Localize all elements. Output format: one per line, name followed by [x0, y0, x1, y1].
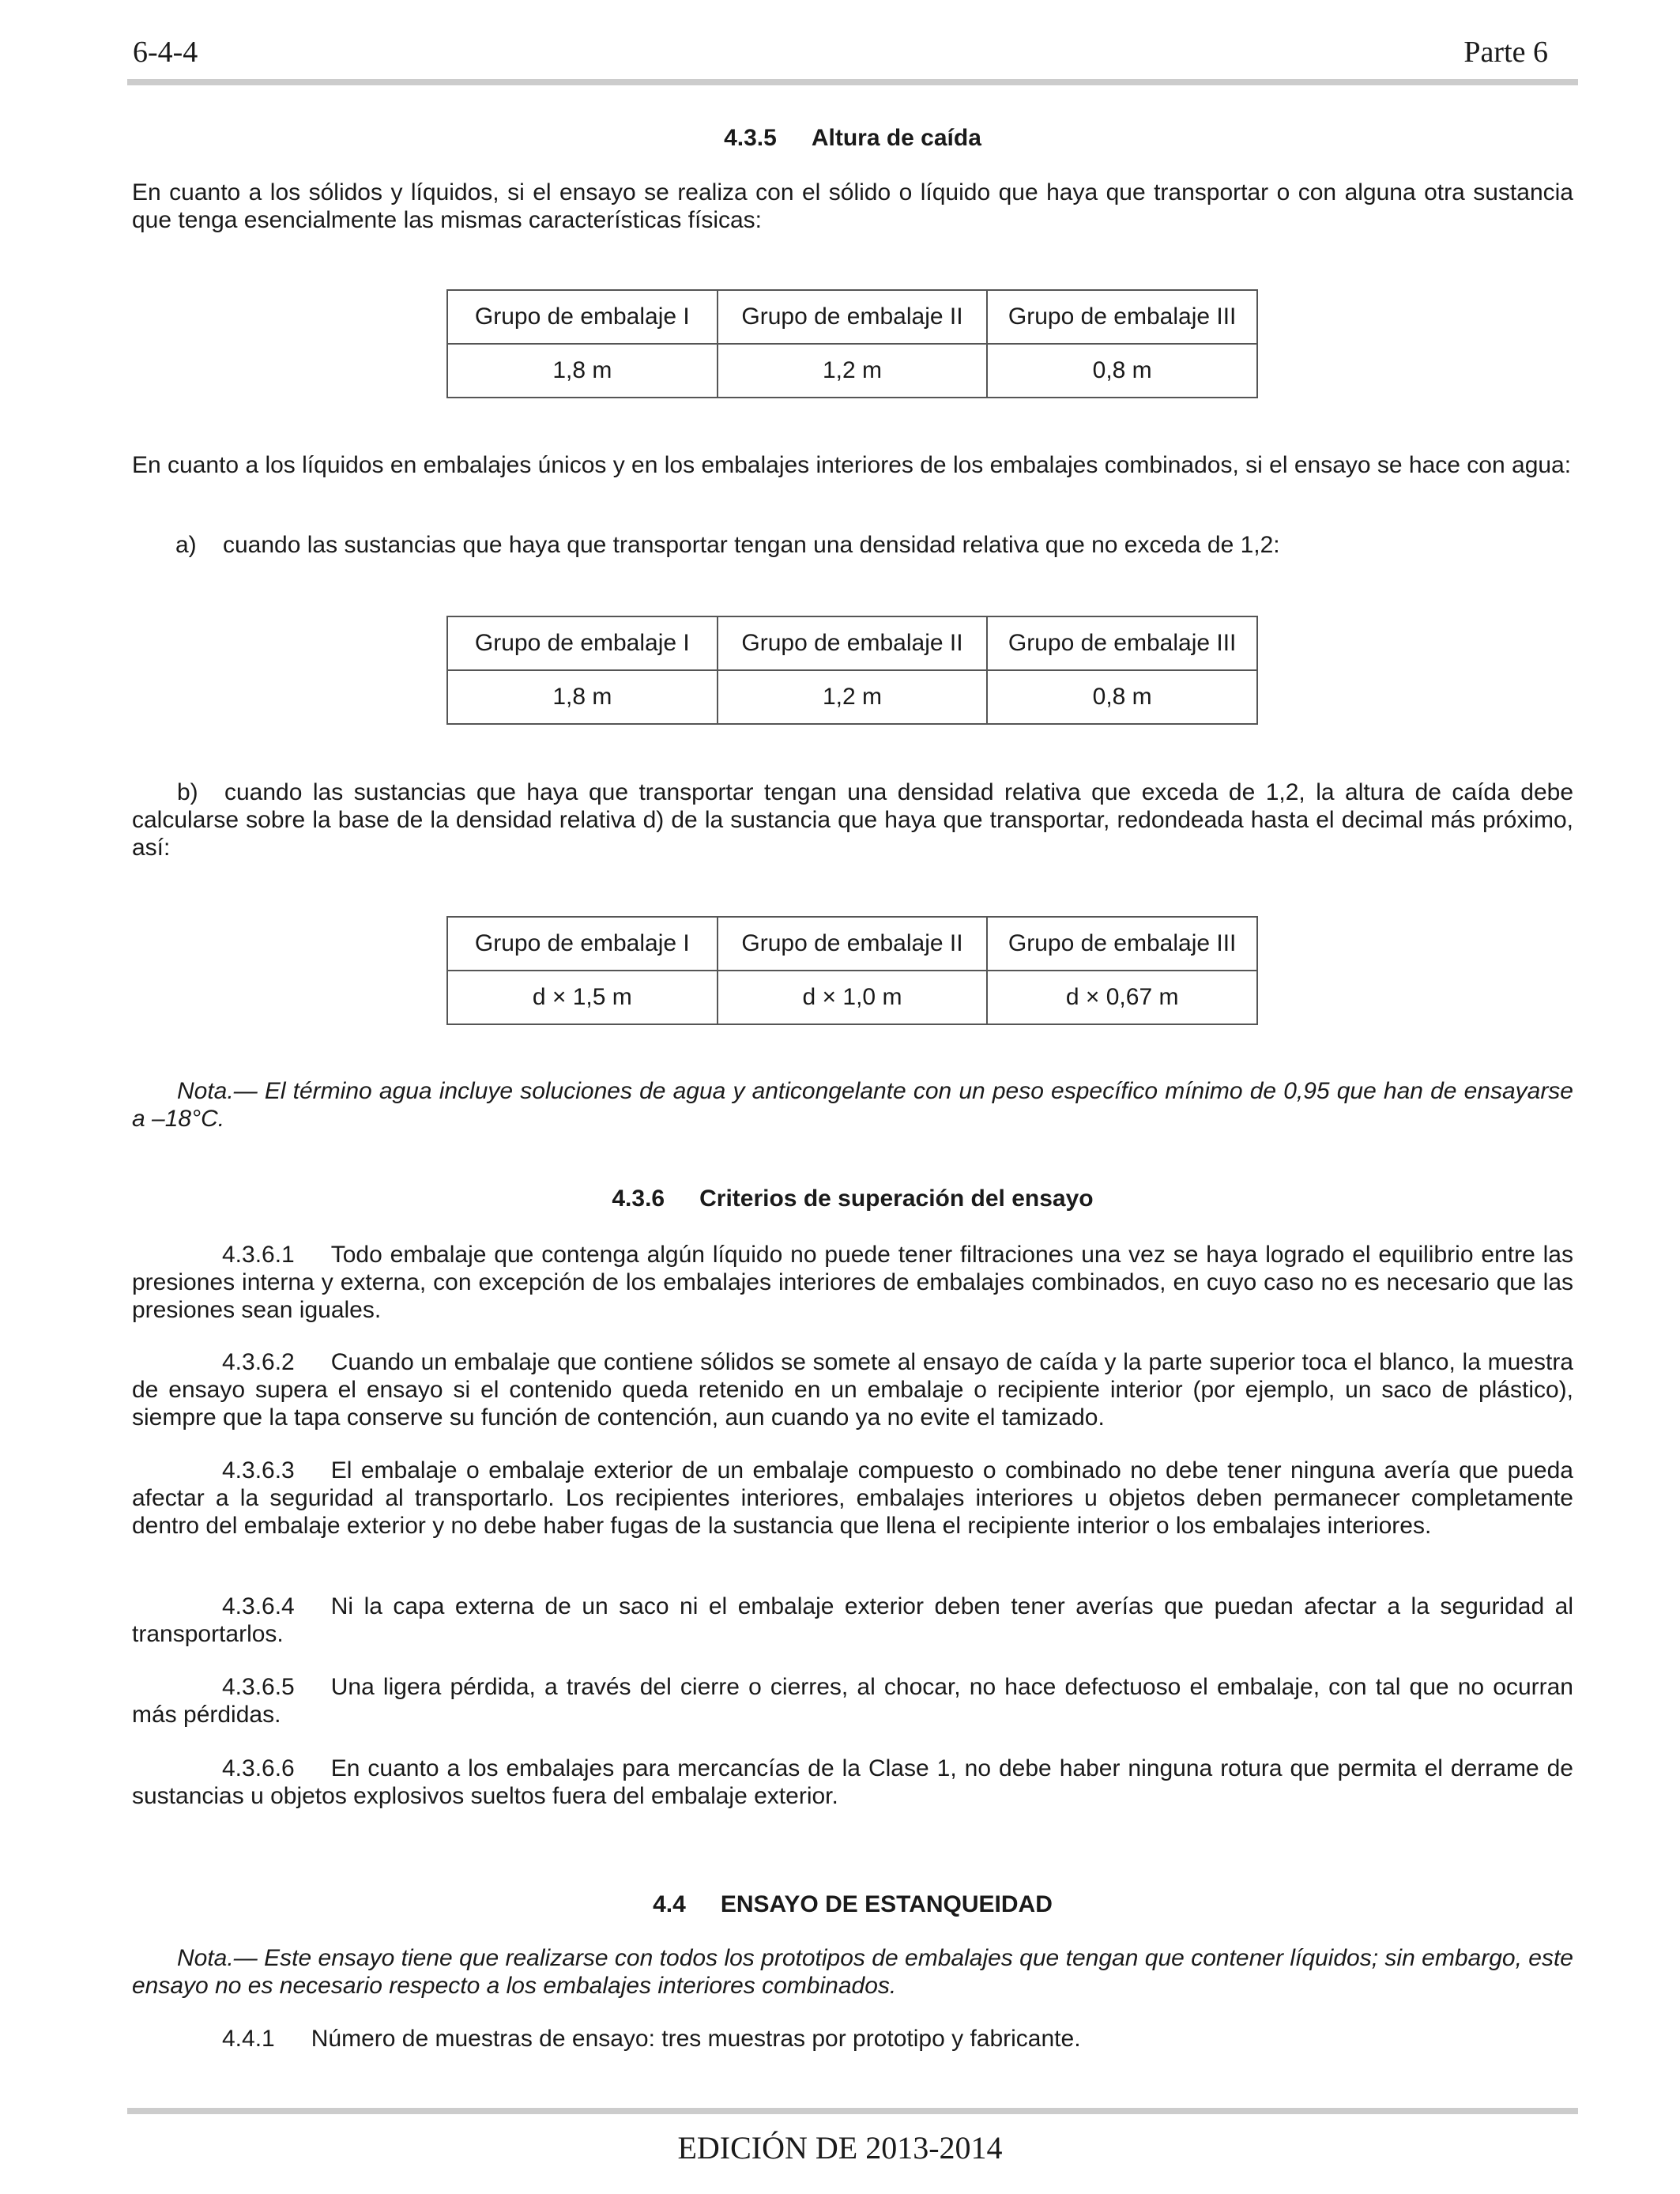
table-row [447, 344, 1257, 398]
drop-height-table-1 [446, 289, 1258, 398]
paragraph-4364 [132, 1593, 1573, 1648]
section-number: 4.3.5 [724, 125, 777, 151]
table-header-cell: Grupo de embalaje II [718, 616, 988, 670]
section-heading-436 [132, 1186, 1573, 1212]
paragraph-4363 [132, 1457, 1573, 1540]
table-cell: 0,8 m [987, 670, 1257, 724]
table-header-row [447, 917, 1257, 971]
paragraph-text [132, 2025, 1573, 2053]
paragraph-4362 [132, 1348, 1573, 1431]
paragraph-number: 4.3.6.5 [222, 1674, 295, 1700]
table-header-cell: Grupo de embalaje III [987, 616, 1257, 670]
paragraph-441 [132, 2025, 1573, 2053]
paragraph-4366 [132, 1755, 1573, 1810]
paragraph-text [132, 1673, 1573, 1728]
edition-footer: EDICIÓN DE 2013-2014 [677, 2130, 1003, 2166]
footer-rule [127, 2108, 1578, 2114]
note-body: El término agua incluye soluciones de agua y anticongelante con un peso específico mínimo de 0,95 que han de ensayarse a –18°C. [132, 1078, 1573, 1132]
list-item-a [175, 532, 1280, 559]
section-number: 4.3.6 [612, 1186, 665, 1212]
table-row [447, 971, 1257, 1024]
section-heading-435 [132, 125, 1573, 152]
paragraph-body: El embalaje o embalaje exterior de un embalaje compuesto o combinado no debe tener ninguna avería que pueda afectar a la seguridad al transportarlo. Los recipientes interiores, embalajes interiores u objetos deben permanecer completamente dentro del embalaje exterior y no debe haber fugas de la sustancia que llena el recipiente interior o los embalajes interiores. [132, 1457, 1573, 1539]
list-item-label: b) [177, 779, 198, 805]
paragraph-text: En cuanto a los sólidos y líquidos, si el ensayo se realiza con el sólido o líquido que haya que transportar o con alguna otra sustancia que tenga esencialmente las mismas características físicas: [132, 179, 1573, 233]
paragraph-text [132, 1755, 1573, 1810]
paragraph-text [132, 1241, 1573, 1324]
table-header-cell: Grupo de embalaje III [987, 917, 1257, 971]
paragraph-text: En cuanto a los líquidos en embalajes únicos y en los embalajes interiores de los embalajes combinados, si el ensayo se hace con agua: [132, 452, 1572, 478]
paragraph-4365 [132, 1673, 1573, 1728]
list-item-b [132, 778, 1573, 861]
table-cell: 1,2 m [718, 670, 988, 724]
table-header-cell: Grupo de embalaje II [718, 917, 988, 971]
table-cell: d × 1,5 m [447, 971, 718, 1024]
list-item-label: a) [175, 532, 197, 558]
note-text [132, 1944, 1573, 2000]
note-label: Nota.— [177, 1945, 258, 1971]
list-item-text: cuando las sustancias que haya que transportar tengan una densidad relativa que exceda de 1,2, la altura de caída debe calcularse sobre la base de la densidad relativa d) de la sustancia que haya que transportar, redondeada hasta el decimal más próximo, así: [132, 779, 1573, 861]
paragraph-text [132, 1348, 1573, 1431]
section-number: 4.4 [653, 1891, 686, 1917]
page-number: 6-4-4 [133, 36, 198, 69]
table-header-cell: Grupo de embalaje I [447, 616, 718, 670]
section-title: ENSAYO DE ESTANQUEIDAD [720, 1891, 1053, 1917]
list-item-text: cuando las sustancias que haya que transportar tengan una densidad relativa que no exceda de 1,2: [223, 532, 1280, 558]
paragraph-number: 4.3.6.4 [222, 1593, 295, 1619]
table-header-cell: Grupo de embalaje I [447, 290, 718, 344]
paragraph-4361 [132, 1241, 1573, 1324]
note-leakproofness [132, 1944, 1573, 2000]
section-heading-44 [132, 1891, 1573, 1918]
table-header-cell: Grupo de embalaje II [718, 290, 988, 344]
table-header-row [447, 290, 1257, 344]
note-label: Nota.— [177, 1078, 258, 1104]
paragraph-text [132, 1457, 1573, 1540]
section-title: Altura de caída [811, 125, 981, 151]
section-title: Criterios de superación del ensayo [699, 1186, 1094, 1212]
table-cell: 1,8 m [447, 344, 718, 398]
paragraph-intro [132, 179, 1573, 234]
part-label: Parte 6 [1463, 36, 1548, 69]
paragraph-body: En cuanto a los embalajes para mercancías de la Clase 1, no debe haber ninguna rotura que permita el derrame de sustancias u objetos explosivos sueltos fuera del embalaje exterior. [132, 1755, 1573, 1809]
paragraph-number: 4.4.1 [222, 2026, 275, 2052]
table-cell: d × 0,67 m [987, 971, 1257, 1024]
table-cell: 1,2 m [718, 344, 988, 398]
table-row [447, 670, 1257, 724]
header-rule [127, 79, 1578, 85]
paragraph-number: 4.3.6.2 [222, 1349, 295, 1375]
table-cell: 1,8 m [447, 670, 718, 724]
note-body: Este ensayo tiene que realizarse con todos los prototipos de embalajes que tengan que contener líquidos; sin embargo, este ensayo no es necesario respecto a los embalajes interiores combinados. [132, 1945, 1573, 1999]
list-item-b-text [132, 778, 1573, 861]
paragraph-body: Una ligera pérdida, a través del cierre o cierres, al chocar, no hace defectuoso el embalaje, con tal que no ocurran más pérdidas. [132, 1674, 1573, 1728]
note-text [132, 1077, 1573, 1133]
paragraph-number: 4.3.6.1 [222, 1242, 295, 1268]
paragraph-number: 4.3.6.6 [222, 1755, 295, 1781]
paragraph-liquids [132, 451, 1573, 479]
paragraph-text [132, 1593, 1573, 1648]
table-header-row [447, 616, 1257, 670]
table-header-cell: Grupo de embalaje I [447, 917, 718, 971]
drop-height-table-2 [446, 616, 1258, 725]
paragraph-body: Cuando un embalaje que contiene sólidos se somete al ensayo de caída y la parte superior toca el blanco, la muestra de ensayo supera el ensayo si el contenido queda retenido en un embalaje o recipiente interior (por ejemplo, un saco de plástico), siempre que la tapa conserve su función de contención, aun cuando ya no evite el tamizado. [132, 1349, 1573, 1431]
table-cell: 0,8 m [987, 344, 1257, 398]
paragraph-body: Número de muestras de ensayo: tres muestras por prototipo y fabricante. [311, 2026, 1081, 2052]
note-water [132, 1077, 1573, 1133]
table-cell: d × 1,0 m [718, 971, 988, 1024]
paragraph-body: Todo embalaje que contenga algún líquido no puede tener filtraciones una vez se haya logrado el equilibrio entre las presiones interna y externa, con excepción de los embalajes interiores de embalajes combinados, en cuyo caso no es necesario que las presiones sean iguales. [132, 1242, 1573, 1323]
paragraph-number: 4.3.6.3 [222, 1457, 295, 1483]
table-header-cell: Grupo de embalaje III [987, 290, 1257, 344]
paragraph-body: Ni la capa externa de un saco ni el embalaje exterior deben tener averías que puedan afectar a la seguridad al transportarlos. [132, 1593, 1573, 1647]
drop-height-table-3 [446, 916, 1258, 1025]
